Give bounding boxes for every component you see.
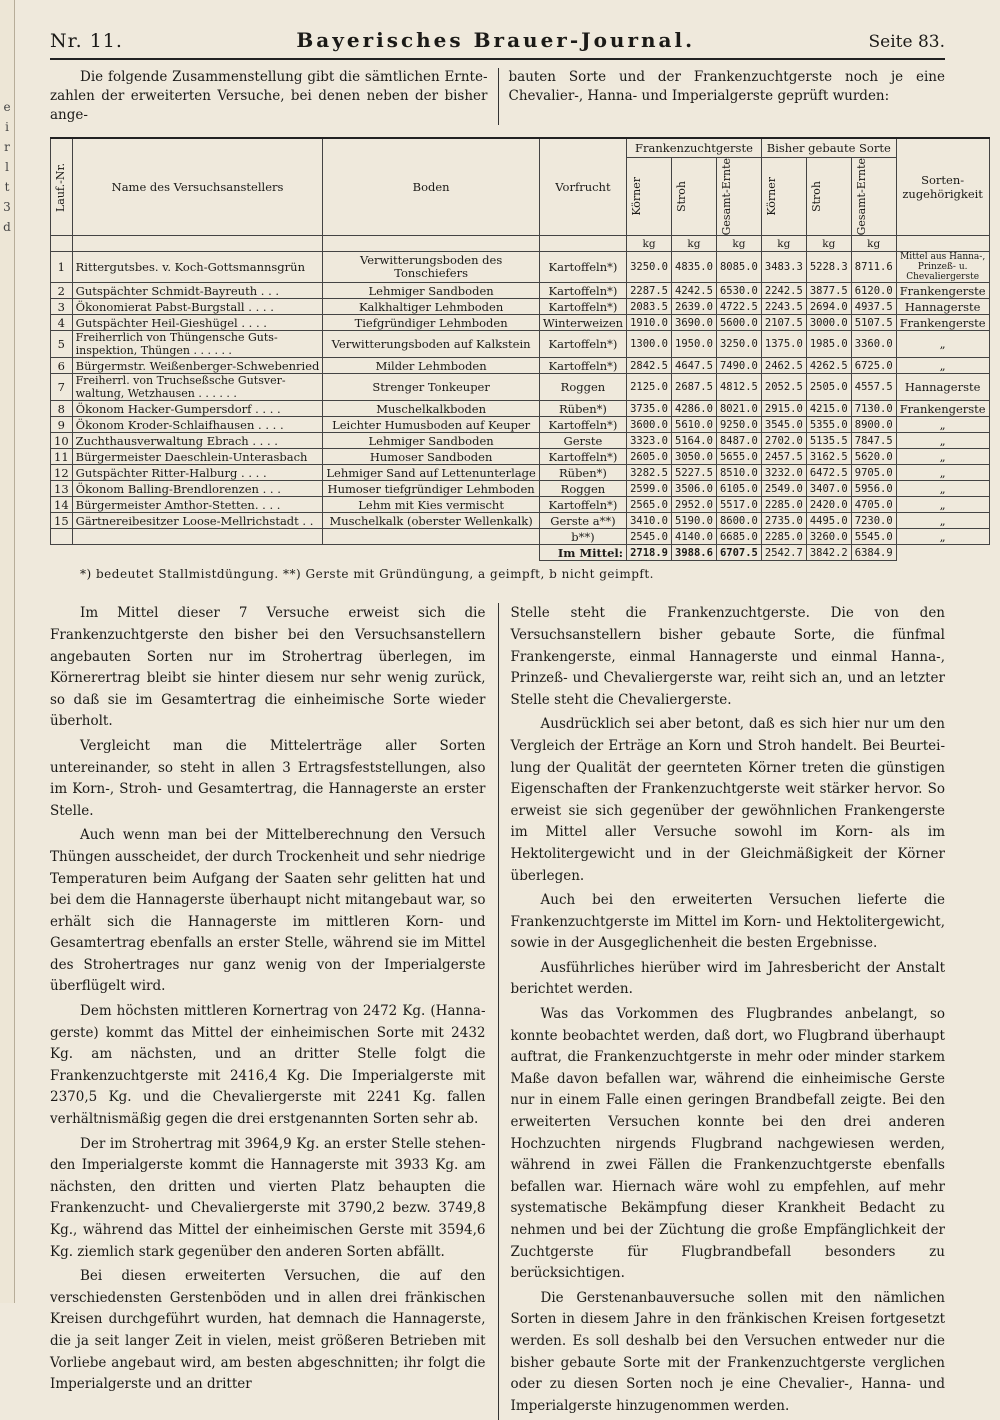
cell-b-gesamt: 3360.0	[851, 331, 896, 358]
cell-b-stroh: 3162.5	[806, 449, 851, 465]
cell-nr: 12	[51, 465, 73, 481]
cell-f-gesamt: 3250.0	[716, 331, 761, 358]
cell-vorfrucht: Gerste a**)	[539, 513, 626, 529]
cell-vorfrucht: Kartoffeln*)	[539, 252, 626, 283]
cell-f-koerner: 3410.0	[627, 513, 672, 529]
table-row	[51, 417, 990, 433]
paragraph: Im Mittel dieser 7 Versuche erweist sich die Frankenzuchtgerste den bisher bei den Versuchsanstellern angebauten Sorten nur im Strohertrag überlegen, im Körnerertrag bleibt sie hinter diesem nur sehr wenig zurück, so daß sie im Gesamtertrag die einheimische Sorte wieder überholt.	[50, 605, 486, 730]
margin-letter: e	[3, 100, 11, 114]
cell-b-stroh: 3407.0	[806, 481, 851, 497]
mean-f-gesamt: 6707.5	[716, 545, 761, 561]
body-right-column	[498, 603, 946, 1420]
cell-b-gesamt: 6120.0	[851, 283, 896, 299]
mean-b-stroh: 3842.2	[806, 545, 851, 561]
col-sorte: Sorten-zugehörigkeit	[896, 138, 989, 236]
cell-sorte: „	[896, 465, 989, 481]
margin-letter: r	[4, 140, 10, 154]
cell-b-koerner: 3483.3	[761, 252, 806, 283]
col-f-gesamt: Gesamt-Ernte	[716, 158, 761, 236]
cell-f-gesamt: 8021.0	[716, 401, 761, 417]
paragraph: Auch bei den erweiterten Versuchen lieferte die Frankenzuchtgerste im Mittel im Korn- und Hektolitergewicht, sowie in der Ausgeglichenheit die besten Ergebnisse.	[510, 892, 945, 952]
margin-letter: l	[5, 160, 9, 174]
cell-b-stroh: 3877.5	[806, 283, 851, 299]
table-footnote: *) bedeutet Stallmistdüngung. **) Gerste mit Gründüngung, a geimpft, b nicht geimpft.	[80, 567, 654, 582]
paragraph: Ausführliches hierüber wird im Jahresbericht der Anstalt berichtet werden.	[510, 959, 945, 998]
cell-f-koerner: 3600.0	[627, 417, 672, 433]
cell-b-koerner: 3545.0	[761, 417, 806, 433]
cell-b-gesamt: 5956.0	[851, 481, 896, 497]
cell-sorte: Hannagerste	[896, 374, 989, 401]
cell-b-koerner: 2107.5	[761, 315, 806, 331]
cell-name: Gärtnereibesitzer Loose-Mellrichstadt . .	[72, 513, 323, 529]
cell-f-gesamt: 6105.0	[716, 481, 761, 497]
cell-b-gesamt: 7230.0	[851, 513, 896, 529]
table-row	[51, 529, 990, 545]
cell-boden: Strenger Tonkeuper	[323, 374, 539, 401]
cell-f-koerner: 2605.0	[627, 449, 672, 465]
table-row	[51, 497, 990, 513]
cell-b-gesamt: 7130.0	[851, 401, 896, 417]
cell-f-stroh: 4835.0	[672, 252, 717, 283]
cell-nr: 7	[51, 374, 73, 401]
cell-b-koerner: 2285.0	[761, 529, 806, 545]
cell-b-stroh: 3260.0	[806, 529, 851, 545]
cell-b-koerner: 2457.5	[761, 449, 806, 465]
col-lfd-nr: Lauf.-Nr.	[51, 138, 73, 236]
cell-vorfrucht: Rüben*)	[539, 465, 626, 481]
cell-name: Bürgermeister Amthor-Stetten. . . .	[72, 497, 323, 513]
cell-f-stroh: 5190.0	[672, 513, 717, 529]
col-name: Name des Versuchsanstellers	[72, 138, 323, 236]
cell-nr: 14	[51, 497, 73, 513]
cell-boden: Kalkhaltiger Lehmboden	[323, 299, 539, 315]
cell-vorfrucht: Roggen	[539, 374, 626, 401]
cell-vorfrucht: b**)	[539, 529, 626, 545]
col-b-koerner: Körner	[761, 158, 806, 236]
cell-b-gesamt: 5545.0	[851, 529, 896, 545]
cell-name: Gutspächter Heil-Gieshügel . . . .	[72, 315, 323, 331]
cell-b-koerner: 2285.0	[761, 497, 806, 513]
intro-text	[50, 68, 945, 125]
table-row	[51, 358, 990, 374]
cell-nr: 8	[51, 401, 73, 417]
cell-f-stroh: 5610.0	[672, 417, 717, 433]
cell-f-gesamt: 6685.0	[716, 529, 761, 545]
col-f-stroh: Stroh	[672, 158, 717, 236]
cell-b-gesamt: 9705.0	[851, 465, 896, 481]
cell-nr: 6	[51, 358, 73, 374]
cell-name: Zuchthausverwaltung Ebrach . . . .	[72, 433, 323, 449]
cell-nr: 1	[51, 252, 73, 283]
cell-f-gesamt: 4722.5	[716, 299, 761, 315]
cell-f-gesamt: 4812.5	[716, 374, 761, 401]
journal-title: Bayerisches Brauer-Journal.	[296, 28, 696, 52]
units-row: kg kg kg kg kg kg	[51, 236, 990, 252]
cell-b-stroh: 5135.5	[806, 433, 851, 449]
cell-vorfrucht: Rüben*)	[539, 401, 626, 417]
cell-name: Freiherrl. von Truchseßsche Gutsverwaltung, Wetzhausen . . . . . .	[72, 374, 323, 401]
page	[50, 28, 986, 1414]
mean-label: Im Mittel:	[539, 545, 626, 561]
cell-boden: Lehm mit Kies vermischt	[323, 497, 539, 513]
cell-f-gesamt: 5517.0	[716, 497, 761, 513]
paragraph: Vergleicht man die Mittelerträge aller Sorten untereinander, so steht in allen 3 Ertragsfeststellungen, also im Korn-, Stroh- und Gesamtertrag, die Hannagerste an erster Stelle.	[50, 737, 486, 819]
paragraph: Der im Strohertrag mit 3964,9 Kg. an erster Stelle stehenden Imperialgerste kommt die Hannagerste mit 3933 Kg. am nächsten, den dritten und vierten Platz behaupten die Frankenzucht- und Chevaliergerste mit 3790,2 bezw. 3749,8 Kg., während das Mittel der einheimischen Gerste mit 3594,6 Kg. ziemlich stark gegenüber den anderen Sorten abfällt.	[50, 1135, 486, 1260]
cell-nr: 10	[51, 433, 73, 449]
cell-name: Ökonom Balling-Brendlorenzen . . .	[72, 481, 323, 497]
cell-boden: Lehmiger Sandboden	[323, 433, 539, 449]
cell-vorfrucht: Winterweizen	[539, 315, 626, 331]
col-b-stroh: Stroh	[806, 158, 851, 236]
cell-f-koerner: 3282.5	[627, 465, 672, 481]
cell-sorte: „	[896, 449, 989, 465]
page-header	[50, 28, 945, 60]
cell-nr: 15	[51, 513, 73, 529]
cell-boden: Verwitterungsboden auf Kalkstein	[323, 331, 539, 358]
cell-vorfrucht: Gerste	[539, 433, 626, 449]
cell-sorte: Frankengerste	[896, 401, 989, 417]
cell-f-koerner: 2842.5	[627, 358, 672, 374]
cell-b-stroh: 5228.3	[806, 252, 851, 283]
cell-nr: 5	[51, 331, 73, 358]
table-row	[51, 252, 990, 283]
cell-boden: Lehmiger Sandboden	[323, 283, 539, 299]
cell-f-koerner: 2083.5	[627, 299, 672, 315]
paragraph: Auch wenn man bei der Mittelberechnung den Versuch Thüngen ausscheidet, der durch Trockenheit und sehr niedrige Temperaturen beim Aufgang der Saaten sehr gelitten hat und bei dem die Hannagerste überhaupt nicht mitangebaut war, so erhält sich die Hannagerste im mittleren Korn- und Gesamtertrag ebenfalls an erster Stelle, während sie im Mittel des Strohertrages nur ganz wenig von der Imperialgerste überflügelt wird.	[50, 827, 486, 995]
cell-b-gesamt: 8900.0	[851, 417, 896, 433]
cell-vorfrucht: Kartoffeln*)	[539, 417, 626, 433]
margin-letter: 3	[3, 200, 11, 214]
intro-right: bauten Sorte und der Frankenzuchtgerste noch je eine Chevalier-, Hanna- und Imperialgerste geprüft wurden:	[498, 68, 946, 125]
cell-f-stroh: 5164.0	[672, 433, 717, 449]
cell-b-gesamt: 5107.5	[851, 315, 896, 331]
margin-letter: t	[4, 180, 10, 194]
cell-f-stroh: 2639.0	[672, 299, 717, 315]
cell-b-gesamt: 4557.5	[851, 374, 896, 401]
paragraph: Stelle steht die Frankenzuchtgerste. Die von den Versuchsanstellern bisher gebaute Sorte, die fünfmal Frankengerste, einmal Hannagerste und einmal Hanna-, Prinzeß- und Chevaliergerste war, reiht sich an, und an letzter Stelle steht die Chevaliergerste.	[510, 605, 945, 708]
cell-nr	[51, 529, 73, 545]
issue-number: Nr. 11.	[50, 30, 123, 52]
cell-sorte: „	[896, 497, 989, 513]
cell-name: Gutspächter Ritter-Halburg . . . .	[72, 465, 323, 481]
cell-f-gesamt: 6530.0	[716, 283, 761, 299]
cell-f-stroh: 2952.0	[672, 497, 717, 513]
cell-f-stroh: 1950.0	[672, 331, 717, 358]
cell-f-stroh: 4140.0	[672, 529, 717, 545]
col-boden: Boden	[323, 138, 539, 236]
cell-name: Ökonom Kroder-Schlaifhausen . . . .	[72, 417, 323, 433]
cell-nr: 4	[51, 315, 73, 331]
col-vorfrucht: Vorfrucht	[539, 138, 626, 236]
cell-f-stroh: 2687.5	[672, 374, 717, 401]
cell-f-koerner: 2125.0	[627, 374, 672, 401]
table-row	[51, 401, 990, 417]
cell-f-stroh: 5227.5	[672, 465, 717, 481]
article-body	[50, 603, 945, 1420]
intro-left: Die folgende Zusammenstellung gibt die sämtlichen Erntezahlen der erweiterten Versuche, bei denen neben der bisher ange-	[50, 69, 488, 123]
cell-sorte: „	[896, 513, 989, 529]
table-row	[51, 481, 990, 497]
cell-name: Bürgermeister Daeschlein-Unterasbach	[72, 449, 323, 465]
cell-vorfrucht: Kartoffeln*)	[539, 497, 626, 513]
cell-boden: Leichter Humusboden auf Keuper	[323, 417, 539, 433]
cell-name: Bürgermstr. Weißenberger-Schwebenried	[72, 358, 323, 374]
cell-boden	[323, 529, 539, 545]
table-row	[51, 449, 990, 465]
margin-letter: i	[5, 120, 9, 134]
cell-b-koerner: 2242.5	[761, 283, 806, 299]
cell-b-gesamt: 4705.0	[851, 497, 896, 513]
col-group-frankenzucht: Frankenzuchtgerste	[627, 138, 762, 158]
cell-name: Gutspächter Schmidt-Bayreuth . . .	[72, 283, 323, 299]
cell-nr: 3	[51, 299, 73, 315]
cell-f-koerner: 2565.0	[627, 497, 672, 513]
cell-name: Freiherrlich von Thüngensche Gutsinspektion, Thüngen . . . . . .	[72, 331, 323, 358]
cell-sorte: Hannagerste	[896, 299, 989, 315]
cell-nr: 9	[51, 417, 73, 433]
paragraph: Bei diesen erweiterten Versuchen, die auf den verschiedensten Gerstenböden und in allen drei fränkischen Kreisen durchgeführt wurden, hat demnach die Hannagerste, die ja seit langer Zeit in vielen, meist größeren Betrieben mit Vorliebe angebaut wird, am besten abgeschnitten; ihr folgt die Imperialgerste und an dritter	[50, 1268, 486, 1393]
cell-f-koerner: 2287.5	[627, 283, 672, 299]
paragraph: Ausdrücklich sei aber betont, daß es sich hier nur um den Vergleich der Erträge an Korn und Stroh handelt. Bei Beurteilung der Qualität der geernteten Körner treten die günstigen Eigenschaften der Frankenzuchtgerste weit stärker hervor. So erweist sie sich gegenüber der gewöhnlichen Frankengerste im Mittel aller Versuche sowohl im Korn- als im Hektolitergewicht und in der Gleichmäßigkeit der Körner überlegen.	[510, 716, 945, 884]
cell-sorte: „	[896, 417, 989, 433]
cell-b-gesamt: 5620.0	[851, 449, 896, 465]
cell-f-gesamt: 9250.0	[716, 417, 761, 433]
cell-vorfrucht: Kartoffeln*)	[539, 358, 626, 374]
yield-table	[50, 137, 990, 561]
paragraph: Was das Vorkommen des Flugbrandes anbelangt, so konnte beobachtet werden, daß dort, wo Flugbrand überhaupt auftrat, die Frankenzuchtgerste in mehr oder minder starkem Maße davon befallen war, während die einheimische Gerste nur in einem Falle einen geringen Brandbefall zeigte. Bei den erweiterten Versuchen konnte bei den drei anderen Hochzuchten nirgends Flugbrand nachgewiesen werden, während in zwei Fällen die Frankenzuchtgerste ebenfalls befallen war. Hiernach wäre wohl zu empfehlen, auf mehr systematische Bekämpfung dieser Krankheit Bedacht zu nehmen und bei der Züchtung die große Empfänglichkeit der Zuchtgerste für Flugbrandbefall besonders zu berücksichtigen.	[510, 1006, 945, 1282]
paragraph: Die Gerstenanbauversuche sollen mit den nämlichen Sorten in diesem Jahre in den fränkischen Kreisen fortgesetzt werden. Es soll deshalb bei den Versuchen entweder nur die bisher gebaute Sorte mit der Frankenzuchtgerste verglichen oder zu diesen Sorten noch je eine Chevalier-, Hanna- und Imperialgerste hinzugenommen werden.	[510, 1289, 945, 1414]
table-row	[51, 465, 990, 481]
cell-f-gesamt: 5600.0	[716, 315, 761, 331]
cell-b-stroh: 4495.0	[806, 513, 851, 529]
table-row	[51, 433, 990, 449]
table-row	[51, 315, 990, 331]
cell-boden: Muschelkalkboden	[323, 401, 539, 417]
cell-sorte: „	[896, 481, 989, 497]
cell-f-gesamt: 5655.0	[716, 449, 761, 465]
cell-sorte: „	[896, 529, 989, 545]
mean-row	[51, 545, 990, 561]
cell-name: Ökonom Hacker-Gumpersdorf . . . .	[72, 401, 323, 417]
col-group-bisher: Bisher gebaute Sorte	[761, 138, 896, 158]
cell-sorte: „	[896, 331, 989, 358]
cell-f-stroh: 3506.0	[672, 481, 717, 497]
cell-boden: Milder Lehmboden	[323, 358, 539, 374]
cell-b-koerner: 2702.0	[761, 433, 806, 449]
cell-f-koerner: 3250.0	[627, 252, 672, 283]
cell-b-gesamt: 8711.6	[851, 252, 896, 283]
table-row	[51, 283, 990, 299]
cell-vorfrucht: Kartoffeln*)	[539, 449, 626, 465]
cell-b-koerner: 2052.5	[761, 374, 806, 401]
cell-boden: Muschelkalk (oberster Wellenkalk)	[323, 513, 539, 529]
cell-f-koerner: 3323.0	[627, 433, 672, 449]
cell-f-gesamt: 8510.0	[716, 465, 761, 481]
cell-b-stroh: 3000.0	[806, 315, 851, 331]
mean-f-koerner: 2718.9	[627, 545, 672, 561]
cell-b-koerner: 2549.0	[761, 481, 806, 497]
cell-f-gesamt: 8085.0	[716, 252, 761, 283]
mean-f-stroh: 3988.6	[672, 545, 717, 561]
cell-sorte: Frankengerste	[896, 315, 989, 331]
cell-b-koerner: 3232.0	[761, 465, 806, 481]
cell-sorte: Mittel aus Hanna-, Prinzeß- u. Chevaliergerste	[896, 252, 989, 283]
table-row	[51, 331, 990, 358]
cell-b-stroh: 2505.0	[806, 374, 851, 401]
col-b-gesamt: Gesamt-Ernte	[851, 158, 896, 236]
cell-sorte: „	[896, 433, 989, 449]
cell-b-gesamt: 6725.0	[851, 358, 896, 374]
cell-nr: 13	[51, 481, 73, 497]
cell-f-stroh: 4242.5	[672, 283, 717, 299]
cell-b-koerner: 2243.5	[761, 299, 806, 315]
cell-f-koerner: 1300.0	[627, 331, 672, 358]
cell-nr: 2	[51, 283, 73, 299]
cell-vorfrucht: Kartoffeln*)	[539, 299, 626, 315]
cell-b-stroh: 5355.0	[806, 417, 851, 433]
table-body	[51, 236, 990, 545]
cell-b-stroh: 2420.0	[806, 497, 851, 513]
body-left-column	[50, 603, 498, 1420]
cell-f-koerner: 1910.0	[627, 315, 672, 331]
table-row	[51, 299, 990, 315]
margin-letter: d	[3, 220, 11, 234]
mean-b-koerner: 2542.7	[761, 545, 806, 561]
cell-b-gesamt: 7847.5	[851, 433, 896, 449]
cell-f-gesamt: 8487.0	[716, 433, 761, 449]
page-number: Seite 83.	[868, 32, 945, 52]
cell-f-stroh: 3690.0	[672, 315, 717, 331]
cell-f-koerner: 2545.0	[627, 529, 672, 545]
cell-f-stroh: 3050.0	[672, 449, 717, 465]
cell-b-koerner: 2735.0	[761, 513, 806, 529]
cell-vorfrucht: Roggen	[539, 481, 626, 497]
table-row	[51, 513, 990, 529]
cell-boden: Humoser Sandboden	[323, 449, 539, 465]
cell-boden: Verwitterungsboden des Tonschiefers	[323, 252, 539, 283]
cell-name: Ökonomierat Pabst-Burgstall . . . .	[72, 299, 323, 315]
cell-nr: 11	[51, 449, 73, 465]
col-f-koerner: Körner	[627, 158, 672, 236]
cell-boden: Tiefgründiger Lehmboden	[323, 315, 539, 331]
cell-boden: Humoser tiefgründiger Lehmboden	[323, 481, 539, 497]
cell-b-koerner: 1375.0	[761, 331, 806, 358]
cell-boden: Lehmiger Sand auf Lettenunterlage	[323, 465, 539, 481]
cell-b-stroh: 4215.0	[806, 401, 851, 417]
cell-f-stroh: 4647.5	[672, 358, 717, 374]
cell-sorte: Frankengerste	[896, 283, 989, 299]
left-margin-strip	[0, 0, 15, 1303]
cell-b-stroh: 6472.5	[806, 465, 851, 481]
cell-b-stroh: 4262.5	[806, 358, 851, 374]
cell-f-koerner: 3735.0	[627, 401, 672, 417]
cell-f-gesamt: 8600.0	[716, 513, 761, 529]
cell-name: Rittergutsbes. v. Koch-Gottsmannsgrün	[72, 252, 323, 283]
paragraph: Dem höchsten mittleren Kornertrag von 2472 Kg. (Hannagerste) kommt das Mittel der einheimischen Sorte mit 2432 Kg. am nächsten, und an dritter Stelle folgt die Frankenzuchtgerste mit 2416,4 Kg. Die Imperialgerste mit 2370,5 Kg. und die Chevaliergerste mit 2241 Kg. fallen verhältnismäßig gegen die drei erstgenannten Sorten sehr ab.	[50, 1003, 486, 1128]
cell-f-koerner: 2599.0	[627, 481, 672, 497]
cell-b-stroh: 1985.0	[806, 331, 851, 358]
table-group-header	[51, 138, 990, 158]
cell-b-gesamt: 4937.5	[851, 299, 896, 315]
cell-b-koerner: 2915.0	[761, 401, 806, 417]
cell-b-koerner: 2462.5	[761, 358, 806, 374]
mean-b-gesamt: 6384.9	[851, 545, 896, 561]
cell-name	[72, 529, 323, 545]
cell-vorfrucht: Kartoffeln*)	[539, 283, 626, 299]
cell-sorte: „	[896, 358, 989, 374]
cell-f-gesamt: 7490.0	[716, 358, 761, 374]
cell-vorfrucht: Kartoffeln*)	[539, 331, 626, 358]
cell-f-stroh: 4286.0	[672, 401, 717, 417]
cell-b-stroh: 2694.0	[806, 299, 851, 315]
table-row	[51, 374, 990, 401]
